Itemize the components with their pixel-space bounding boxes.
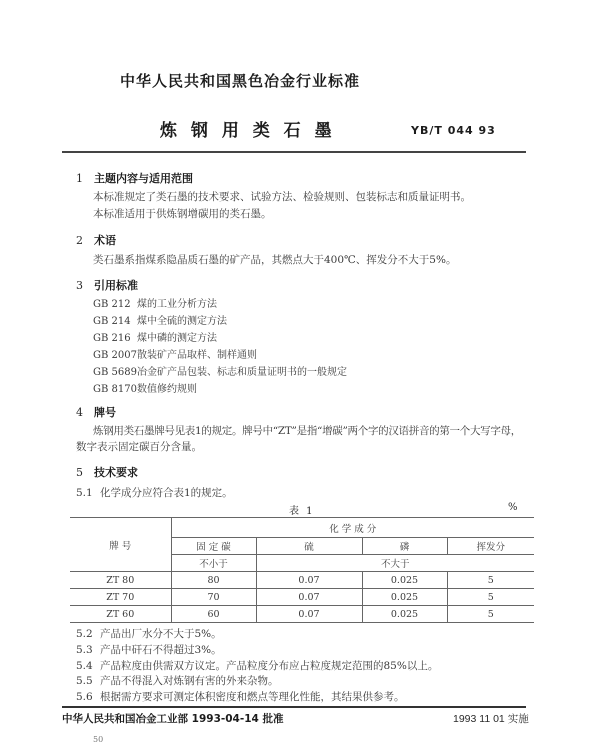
section-3-heading: 3 引用标准 xyxy=(76,279,138,292)
table-unit: % xyxy=(508,502,518,513)
effective-date: 1993 11 01 实施 xyxy=(453,713,529,725)
cell-volatile: 5 xyxy=(447,572,534,589)
item-5-1: 5.1 化学成分应符合表1的规定。 xyxy=(76,487,233,499)
header-phosphorus: 磷 xyxy=(362,538,447,555)
section-2-heading: 2 术语 xyxy=(76,234,116,247)
header-brand: 牌 号 xyxy=(70,518,171,572)
header-not-less-than: 不小于 xyxy=(171,555,256,572)
cell-volatile: 5 xyxy=(447,589,534,606)
header-sulfur: 硫 xyxy=(256,538,362,555)
page-number: 50 xyxy=(93,735,104,744)
reference-item: GB 8170数值修约规则 xyxy=(93,384,197,395)
cell-fixed-carbon: 80 xyxy=(171,572,256,589)
cell-brand: ZT 70 xyxy=(70,589,171,606)
standard-number: YB/T 044 93 xyxy=(411,124,496,137)
footer-rule xyxy=(62,706,526,708)
section-5-heading: 5 技术要求 xyxy=(76,466,138,479)
header-volatile: 挥发分 xyxy=(447,538,534,555)
item-5-6: 5.6 根据需方要求可测定体积密度和燃点等理化性能，其结果供参考。 xyxy=(76,691,405,703)
approval-line: 中华人民共和国冶金工业部 1993-04-14 批准 xyxy=(62,713,284,725)
section-1-paragraph-2: 本标准适用于供炼钢增碳用的类石墨。 xyxy=(93,208,272,220)
reference-item: GB 216 煤中磷的测定方法 xyxy=(93,333,217,344)
reference-item: GB 5689冶金矿产品包装、标志和质量证明书的一般规定 xyxy=(93,367,347,378)
table-row xyxy=(70,572,534,589)
cell-sulfur: 0.07 xyxy=(256,606,362,623)
reference-list xyxy=(93,296,347,398)
section-4-paragraph-2: 数字表示固定碳百分含量。 xyxy=(76,441,202,453)
header-fixed-carbon: 固 定 碳 xyxy=(171,538,256,555)
header-not-more-than: 不大于 xyxy=(256,555,534,572)
reference-item: GB 214 煤中全硫的测定方法 xyxy=(93,316,227,327)
cell-phosphorus: 0.025 xyxy=(362,606,447,623)
header-chemical-composition: 化 学 成 分 xyxy=(171,518,534,538)
cell-fixed-carbon: 60 xyxy=(171,606,256,623)
cell-brand: ZT 80 xyxy=(70,572,171,589)
item-5-2: 5.2 产品出厂水分不大于5%。 xyxy=(76,628,222,640)
cell-phosphorus: 0.025 xyxy=(362,589,447,606)
section-4-heading: 4 牌号 xyxy=(76,406,116,419)
cell-fixed-carbon: 70 xyxy=(171,589,256,606)
header-rule xyxy=(62,151,526,153)
section-4-paragraph-1: 炼钢用类石墨牌号见表1的规定。牌号中“ZT”是指“增碳”两个字的汉语拼音的第一个大写字母， xyxy=(93,425,521,437)
table-row xyxy=(70,606,534,623)
reference-item: GB 212 煤的工业分析方法 xyxy=(93,299,217,310)
item-5-3: 5.3 产品中矸石不得超过3%。 xyxy=(76,644,222,656)
document-title: 炼 钢 用 类 石 墨 xyxy=(160,121,336,141)
cell-phosphorus: 0.025 xyxy=(362,572,447,589)
reference-item: GB 2007散装矿产品取样、制样通则 xyxy=(93,350,257,361)
chemical-composition-table xyxy=(70,517,534,623)
cell-sulfur: 0.07 xyxy=(256,572,362,589)
table-caption: 表 1 xyxy=(289,506,315,517)
standard-category: 中华人民共和国黑色冶金行业标准 xyxy=(120,72,361,90)
cell-brand: ZT 60 xyxy=(70,606,171,623)
cell-sulfur: 0.07 xyxy=(256,589,362,606)
table-row xyxy=(70,589,534,606)
item-5-5: 5.5 产品不得混入对炼钢有害的外来杂物。 xyxy=(76,675,279,687)
section-2-paragraph: 类石墨系指煤系隐晶质石墨的矿产品，其燃点大于400℃、挥发分不大于5%。 xyxy=(93,254,457,266)
item-5-4: 5.4 产品粒度由供需双方议定。产品粒度分布应占粒度规定范围的85%以上。 xyxy=(76,660,439,672)
section-1-paragraph-1: 本标准规定了类石墨的技术要求、试验方法、检验规则、包装标志和质量证明书。 xyxy=(93,191,471,203)
cell-volatile: 5 xyxy=(447,606,534,623)
section-1-heading: 1 主题内容与适用范围 xyxy=(76,172,193,185)
